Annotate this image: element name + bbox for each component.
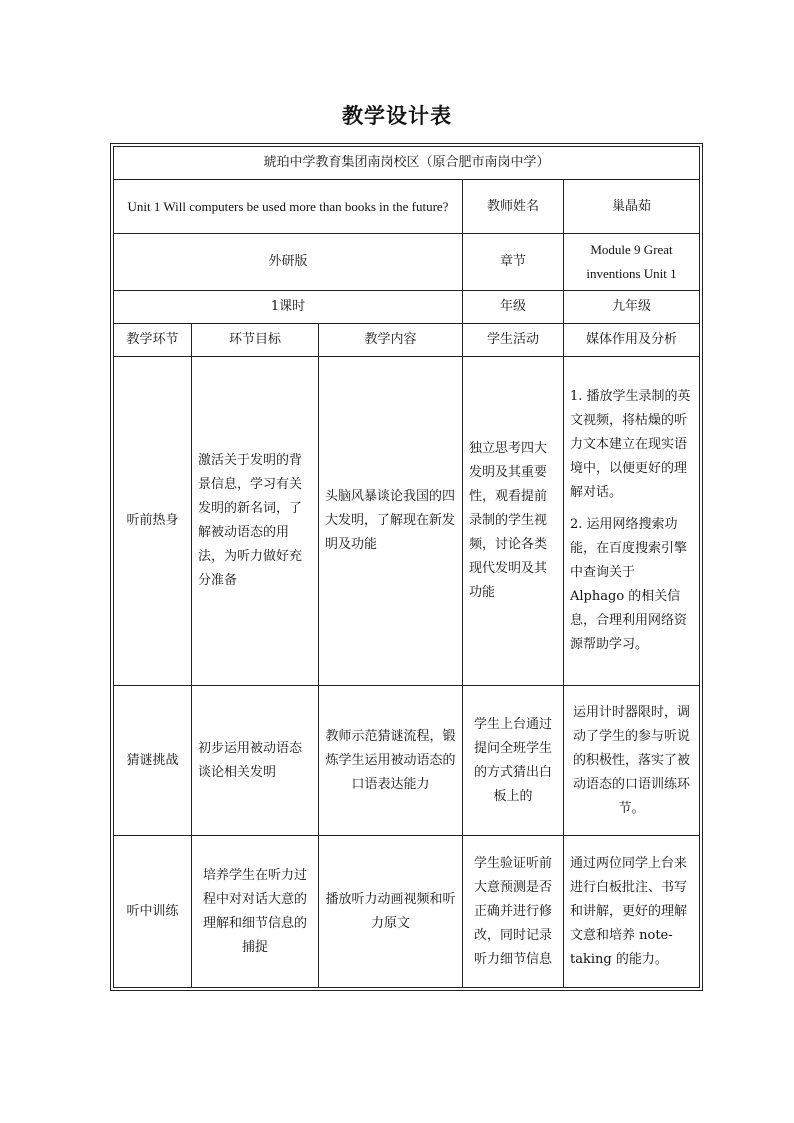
goal-cell: 培养学生在听力过程中对对话大意的理解和细节信息的捕捉: [192, 836, 319, 988]
header-activity: 学生活动: [463, 324, 564, 357]
media-point: 运用计时器限时，调动了学生的参与听说的积极性，落实了被动语态的口语训练环节。: [573, 704, 691, 816]
table-row: [114, 686, 700, 836]
activity-cell: 独立思考四大发明及其重要性，观看提前录制的学生视频，讨论各类现代发明及其功能: [463, 357, 564, 686]
goal-cell: 初步运用被动语态谈论相关发明: [192, 686, 319, 836]
school-row: [114, 147, 700, 180]
goal-cell: 激活关于发明的背景信息，学习有关发明的新名词，了解被动语态的用法，为听力做好充分准备: [192, 357, 319, 686]
content-cell: 教师示范猜谜流程，锻炼学生运用被动语态的口语表达能力: [319, 686, 463, 836]
header-media: 媒体作用及分析: [564, 324, 700, 357]
header-goal: 环节目标: [192, 324, 319, 357]
content-cell: 头脑风暴谈论我国的四大发明，了解现在新发明及功能: [319, 357, 463, 686]
meta-row-chapter: [114, 234, 700, 291]
school-name: 琥珀中学教育集团南岗校区（原合肥市南岗中学）: [114, 147, 700, 180]
lesson-title: Unit 1 Will computers be used more than books in the future?: [114, 180, 463, 234]
column-header-row: [114, 324, 700, 357]
stage-cell: 听中训练: [114, 836, 192, 988]
activity-cell: 学生验证听前大意预测是否正确并进行修改，同时记录听力细节信息: [463, 836, 564, 988]
chapter-label: 章节: [463, 234, 564, 291]
lesson-plan-table: [113, 146, 700, 988]
media-cell: [564, 686, 700, 836]
stage-cell: 猜谜挑战: [114, 686, 192, 836]
teacher-name: 巢晶茹: [564, 180, 700, 234]
header-content: 教学内容: [319, 324, 463, 357]
class-period: 1课时: [114, 291, 463, 324]
chapter-value: Module 9 Great inventions Unit 1: [564, 234, 700, 291]
document-title: 教学设计表: [342, 103, 452, 128]
media-point: 1. 播放学生录制的英文视频，将枯燥的听力文本建立在现实语境中，以便更好的理解对话。: [570, 389, 691, 500]
content-cell: 播放听力动画视频和听力原文: [319, 836, 463, 988]
grade-label: 年级: [463, 291, 564, 324]
grade-value: 九年级: [564, 291, 700, 324]
media-point: 通过两位同学上台来进行白板批注、书写和讲解，更好的理解文意和培养 note-taking 的能力。: [570, 855, 688, 967]
textbook-version: 外研版: [114, 234, 463, 291]
media-cell: [564, 357, 700, 686]
meta-row-lesson: [114, 180, 700, 234]
media-cell: [564, 836, 700, 988]
stage-cell: 听前热身: [114, 357, 192, 686]
table-row: [114, 836, 700, 988]
meta-row-grade: [114, 291, 700, 324]
table-row: [114, 357, 700, 686]
activity-cell: 学生上台通过提问全班学生的方式猜出白板上的: [463, 686, 564, 836]
header-stage: 教学环节: [114, 324, 192, 357]
teacher-label: 教师姓名: [463, 180, 564, 234]
media-point: 2. 运用网络搜索功能，在百度搜索引擎中查询关于 Alphago 的相关信息，合理利用网络资源帮助学习。: [570, 517, 688, 652]
